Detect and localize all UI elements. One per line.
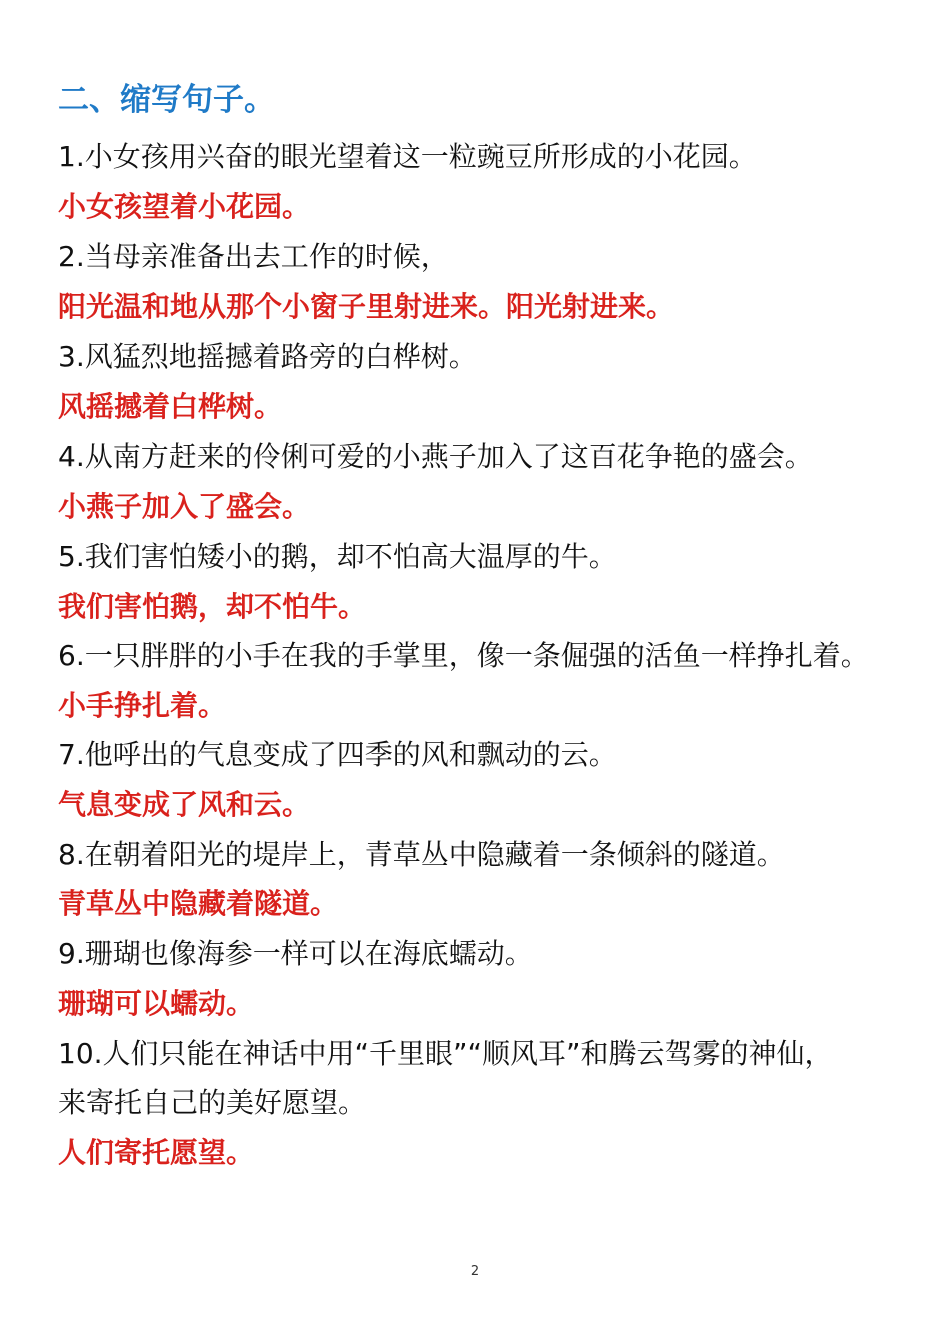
question-10-line-2: 来寄托自己的美好愿望。 <box>58 1086 367 1119</box>
question-6: 6.一只胖胖的小手在我的手掌里，像一条倔强的活鱼一样挣扎着。 <box>58 639 869 672</box>
answer-9: 珊瑚可以蠕动。 <box>58 987 255 1020</box>
question-8: 8.在朝着阳光的堤岸上，青草丛中隐藏着一条倾斜的隧道。 <box>58 838 785 871</box>
question-1: 1.小女孩用兴奋的眼光望着这一粒豌豆所形成的小花园。 <box>58 140 757 173</box>
answer-1: 小女孩望着小花园。 <box>58 190 311 223</box>
question-4: 4.从南方赶来的伶俐可爱的小燕子加入了这百花争艳的盛会。 <box>58 440 813 473</box>
answer-8: 青草丛中隐藏着隧道。 <box>58 887 339 920</box>
question-10-line-1: 10.人们只能在神话中用“千里眼”“顺风耳”和腾云驾雾的神仙， <box>58 1037 833 1070</box>
question-5: 5.我们害怕矮小的鹅，却不怕高大温厚的牛。 <box>58 540 617 573</box>
answer-3: 风摇撼着白桦树。 <box>58 390 283 423</box>
page-number: 2 <box>470 1264 480 1279</box>
answer-4: 小燕子加入了盛会。 <box>58 490 311 523</box>
question-3: 3.风猛烈地摇撼着路旁的白桦树。 <box>58 340 477 373</box>
question-9: 9.珊瑚也像海参一样可以在海底蠕动。 <box>58 937 533 970</box>
section-heading: 二、缩写句子。 <box>58 82 275 118</box>
question-7: 7.他呼出的气息变成了四季的风和飘动的云。 <box>58 738 617 771</box>
answer-7: 气息变成了风和云。 <box>58 788 311 821</box>
answer-10: 人们寄托愿望。 <box>58 1136 255 1169</box>
answer-6: 小手挣扎着。 <box>58 689 227 722</box>
question-2: 2.当母亲准备出去工作的时候， <box>58 240 449 273</box>
answer-2: 阳光温和地从那个小窗子里射进来。阳光射进来。 <box>58 290 675 323</box>
answer-5: 我们害怕鹅，却不怕牛。 <box>58 590 367 623</box>
